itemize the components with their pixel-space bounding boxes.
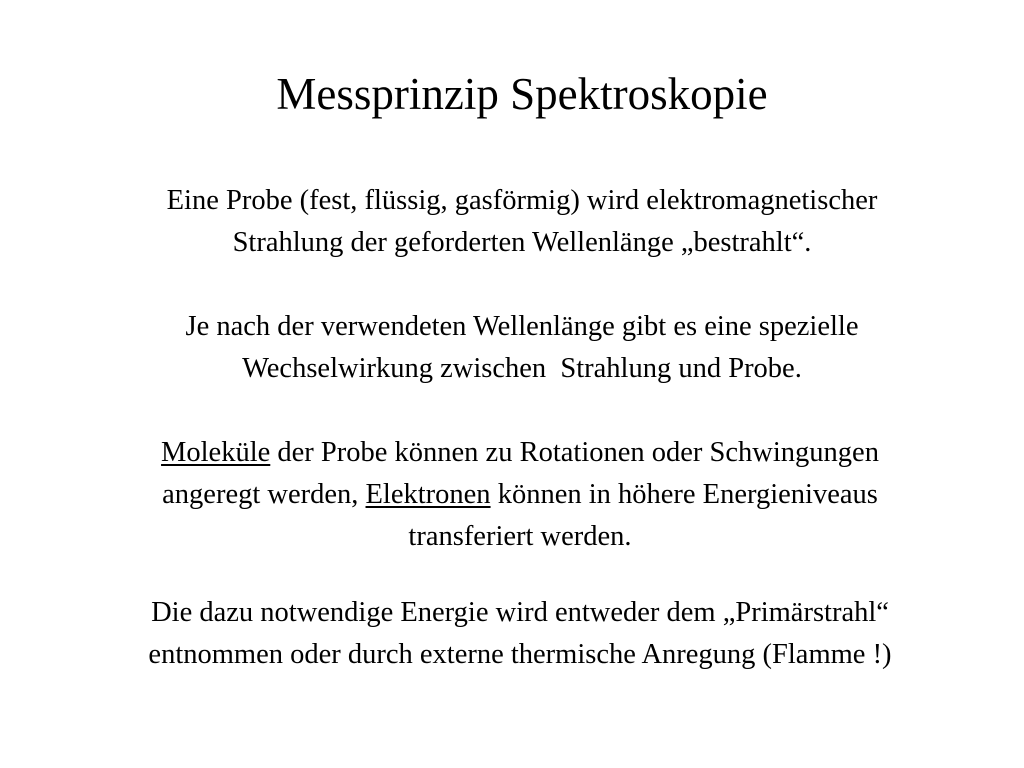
- paragraph-line: transferiert werden.: [408, 521, 632, 552]
- paragraph-excitation: [0, 432, 1024, 558]
- paragraph-line: [0, 432, 1024, 474]
- paragraph-line: Je nach der verwendeten Wellenlänge gibt es eine spezielle: [185, 311, 859, 342]
- paragraph-line: entnommen oder durch externe thermische Anregung (Flamme !): [148, 639, 892, 670]
- paragraph-energy-source: [0, 592, 1024, 676]
- paragraph-line: [0, 474, 1024, 516]
- paragraph-line: Die dazu notwendige Energie wird entweder dem „Primärstrahl“: [151, 597, 889, 628]
- paragraph-text: können in höhere Energieniveaus: [490, 479, 878, 510]
- underlined-term-electrons: Elektronen: [365, 479, 491, 510]
- paragraph-line: Eine Probe (fest, flüssig, gasförmig) wird elektromagnetischer: [166, 185, 878, 216]
- paragraph-text: der Probe können zu Rotationen oder Schwingungen: [270, 437, 879, 468]
- underlined-term-molecules: Moleküle: [161, 437, 271, 468]
- paragraph-line: Strahlung der geforderten Wellenlänge „bestrahlt“.: [232, 227, 812, 258]
- slide-title: Messprinzip Spektroskopie: [276, 69, 768, 119]
- paragraph-irradiation: [0, 180, 1024, 264]
- paragraph-line: Wechselwirkung zwischen Strahlung und Probe.: [242, 353, 802, 384]
- paragraph-text: angeregt werden,: [162, 479, 366, 510]
- paragraph-interaction: [0, 306, 1024, 390]
